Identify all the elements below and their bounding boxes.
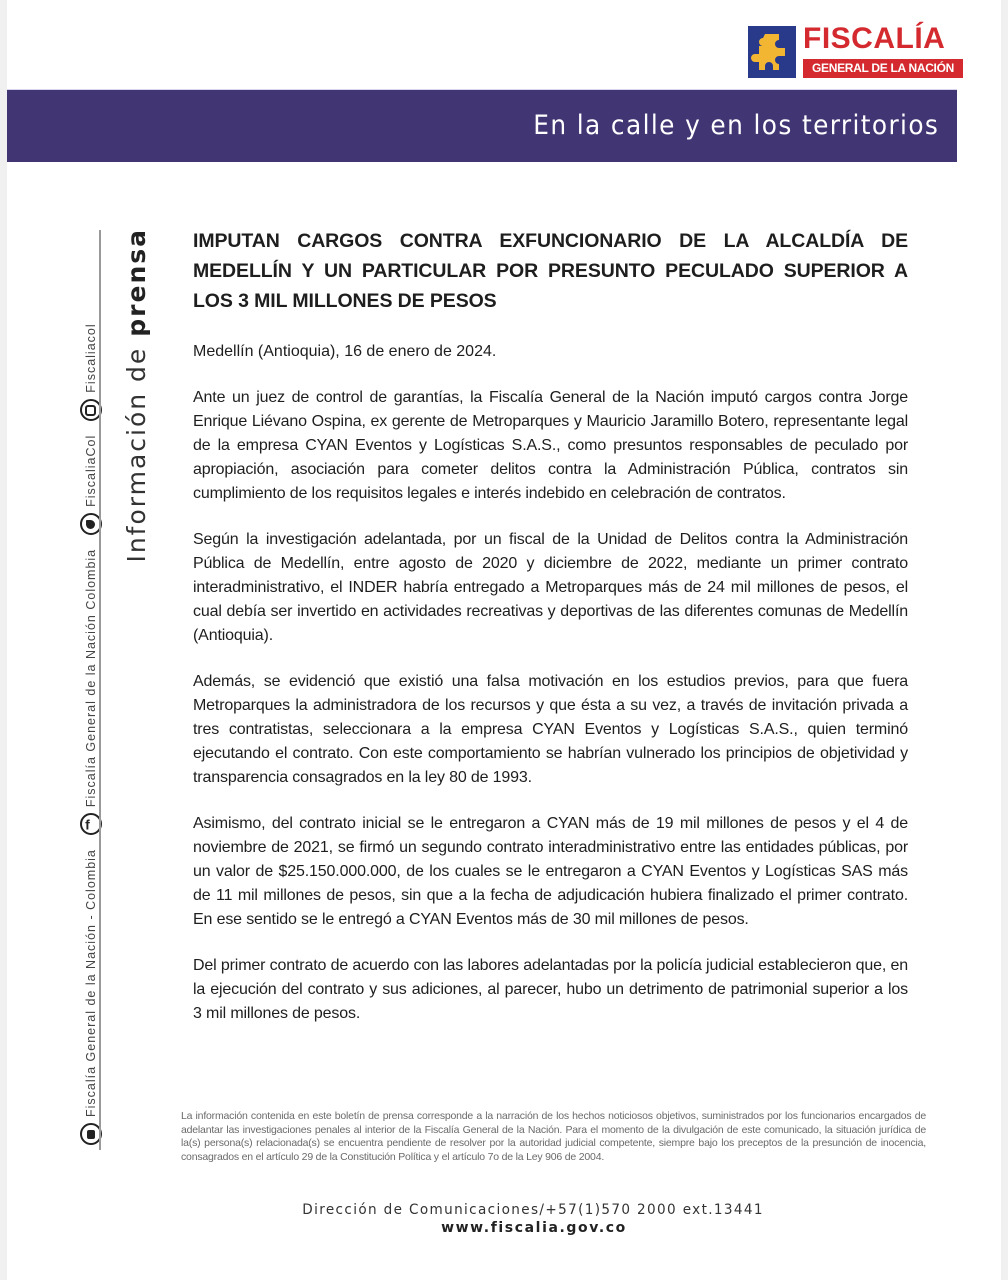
article-dateline: Medellín (Antioquia), 16 de enero de 2024. bbox=[193, 343, 497, 360]
section-label-light: Información de bbox=[122, 346, 151, 563]
header-banner bbox=[7, 89, 957, 162]
article-paragraph: Asimismo, del contrato inicial se le entregaron a CYAN más de 19 mil millones de pesos y el 4 de noviembre de 2021, se firmó un segundo contrato interadministrativo entre las entidades públicas, por un valor de $25.150.000.000, de los cuales se le entregaron a CYAN Eventos y Logísticas SAS más de 11 mil millones de pesos, sin que a la fecha de adjudicación hubiera finalizado el primer contrato. En ese sentido se le entregó a CYAN Eventos más de 30 mil millones de pesos. bbox=[193, 815, 908, 928]
logo-subtitle: GENERAL DE LA NACIÓN bbox=[803, 59, 963, 78]
rail-divider bbox=[99, 230, 101, 1150]
article-paragraph: Ante un juez de control de garantías, la Fiscalía General de la Nación imputó cargos contra Jorge Enrique Liévano Ospina, ex gerente de Metroparques y Mauricio Jaramillo Botero, representante legal de la empresa CYAN Eventos y Logísticas S.A.S., como presuntos responsables de peculado por apropiación, asociación para cometer delitos contra la Administración Pública, contratos sin cumplimiento de los requisitos legales e interés indebido en celebración de contratos. bbox=[193, 389, 908, 502]
social-label-instagram[interactable]: Fiscaliacol bbox=[84, 323, 98, 393]
article-body bbox=[193, 226, 908, 1026]
article-paragraph: Además, se evidenció que existió una falsa motivación en los estudios previos, para que fuera Metroparques la administradora de los recursos y que ésta a su vez, a través de invitación privada a tres contratistas, seleccionara a la empresa CYAN Eventos y Logísticas S.A.S., quien terminó ejecutando el contrato. Con este comportamiento se habrían vulnerado los principios de objetividad y transparencia consagrados en la ley 80 de 1993. bbox=[193, 673, 908, 786]
page-footer bbox=[7, 1201, 1001, 1237]
puzzle-piece-icon bbox=[748, 26, 796, 78]
article-paragraph: Según la investigación adelantada, por un fiscal de la Unidad de Delitos contra la Administración Pública de Medellín, entre agosto de 2020 y diciembre de 2022, mediante un primer contrato interadministrativo, el INDER habría entregado a Metroparques más de 24 mil millones de pesos, el cual debía ser invertido en actividades recreativas y deportivas de las diferentes comunas de Medellín (Antioquia). bbox=[193, 531, 908, 644]
footer-website-link[interactable]: www.fiscalia.gov.co bbox=[441, 1220, 627, 1236]
fiscalia-logo[interactable] bbox=[748, 22, 968, 80]
section-label-bold: prensa bbox=[122, 228, 151, 337]
press-release-page bbox=[7, 0, 1001, 1280]
social-label-facebook[interactable]: Fiscalía General de la Nación Colombia bbox=[84, 548, 98, 808]
article-headline: IMPUTAN CARGOS CONTRA EXFUNCIONARIO DE LA ALCALDÍA DE MEDELLÍN Y UN PARTICULAR POR PRESUNTO PECULADO SUPERIOR A LOS 3 MIL MILLONES DE PESOS bbox=[193, 230, 908, 312]
social-label-twitter[interactable]: FiscaliaCol bbox=[84, 434, 98, 507]
section-label bbox=[117, 228, 157, 588]
banner-slogan: En la calle y en los territorios bbox=[533, 110, 939, 141]
social-rail bbox=[31, 225, 98, 1145]
logo-title: FISCALÍA bbox=[803, 22, 946, 55]
legal-disclaimer: La información contenida en este boletín de prensa corresponde a la narración de los hechos noticiosos objetivos, suministrados por los funcionarios encargados de adelantar las investigaciones penales al interior de la Fiscalía General de la Nación. Para el momento de la divulgación de este comunicado, la situación jurídica de la(s) persona(s) relacionada(s) se encuentra pendiente de resolver por la autoridad judicial competente, siempre bajo los preceptos de la presunción de inocencia, consagrados en el artículo 29 de la Constitución Política y el artículo 7o de la Ley 906 de 2004. bbox=[181, 1110, 926, 1163]
article-paragraph: Del primer contrato de acuerdo con las labores adelantadas por la policía judicial establecieron que, en la ejecución del contrato y sus adiciones, al parecer, hubo un detrimento de patrimonial superior a los 3 mil millones de pesos. bbox=[193, 957, 908, 1022]
social-label-youtube[interactable]: Fiscalía General de la Nación - Colombia bbox=[84, 849, 98, 1117]
footer-contact: Dirección de Comunicaciones/+57(1)570 2000 ext.13441 bbox=[302, 1202, 764, 1218]
